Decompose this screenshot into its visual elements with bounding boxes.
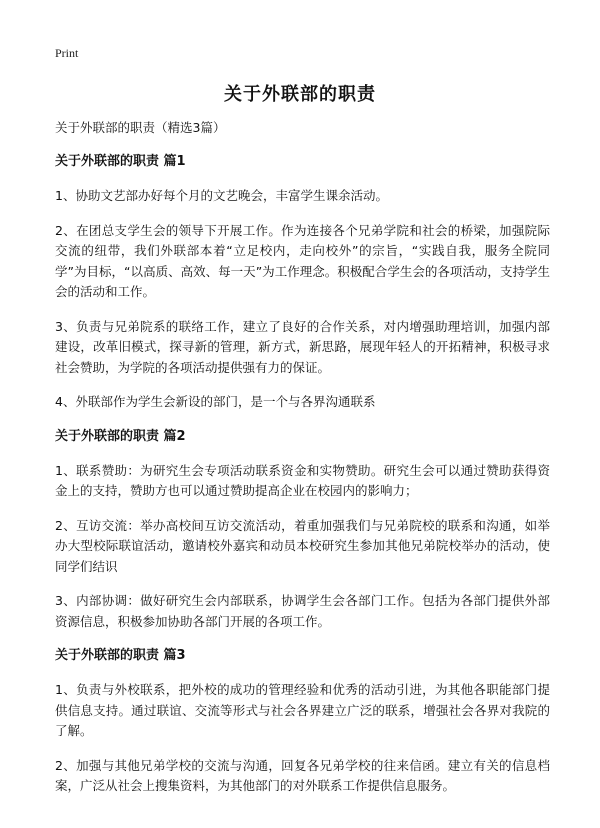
document-body: [55, 118, 550, 811]
section-3: [55, 646, 550, 797]
section-heading: 关于外联部的职责 篇2: [55, 428, 186, 444]
paragraph: 2、加强与其他兄弟学校的交流与沟通，回复各兄弟学校的往来信函。建立有关的信息档案，广泛从社会上搜集资料，为其他部门的对外联系工作提供信息服务。: [55, 757, 550, 793]
section-heading: 关于外联部的职责 篇1: [55, 154, 186, 169]
paragraph: 2、在团总支学生会的领导下开展工作。作为连接各个兄弟学院和社会的桥梁，加强院际交流的纽带，我们外联部本着“立足校内，走向校外”的宗旨，“实践自我，服务全院同学”为目标，“以高质、高效、每一天”为工作理念。积极配合学生会的各项活动，支持学生会的活动和工作。: [55, 222, 550, 299]
paragraph: 1、联系赞助：为研究生会专项活动联系资金和实物赞助。研究生会可以通过赞助获得资金上的支持，赞助方也可以通过赞助提高企业在校园内的影响力；: [55, 462, 550, 498]
paragraph: 1、负责与外校联系，把外校的成功的管理经验和优秀的活动引进，为其他各职能部门提供信息支持。通过联谊、交流等形式与社会各界建立广泛的联系，增强社会各界对我院的了解。: [55, 682, 550, 738]
paragraph: 2、互访交流：举办高校间互访交流活动，着重加强我们与兄弟院校的联系和沟通，如举办大型校际联谊活动，邀请校外嘉宾和动员本校研究生参加其他兄弟院校举办的活动，使同学们结识: [55, 517, 550, 574]
document-subtitle: 关于外联部的职责（精选3篇）: [55, 120, 226, 135]
paragraph: 1、协助文艺部办好每个月的文艺晚会，丰富学生课余活动。: [55, 188, 388, 203]
page-title: 关于外联部的职责: [224, 84, 376, 105]
print-label: Print: [55, 46, 79, 60]
section-2: [55, 427, 550, 633]
section-1: [55, 152, 550, 413]
paragraph: 3、负责与兄弟院系的联络工作，建立了良好的合作关系，对内增强助理培训，加强内部建设，改革旧模式，探寻新的管理，新方式，新思路，展现年轻人的开拓精神，积极寻求社会赞助，为学院的各项活动提供强有力的保证。: [55, 318, 550, 375]
paragraph: 4、外联部作为学生会新设的部门，是一个与各界沟通联系: [55, 394, 376, 409]
paragraph: 3、内部协调：做好研究生会内部联系，协调学生会各部门工作。包括为各部门提供外部资源信息，积极参加协助各部门开展的各项工作。: [55, 593, 550, 629]
section-heading: 关于外联部的职责 篇3: [55, 648, 186, 663]
